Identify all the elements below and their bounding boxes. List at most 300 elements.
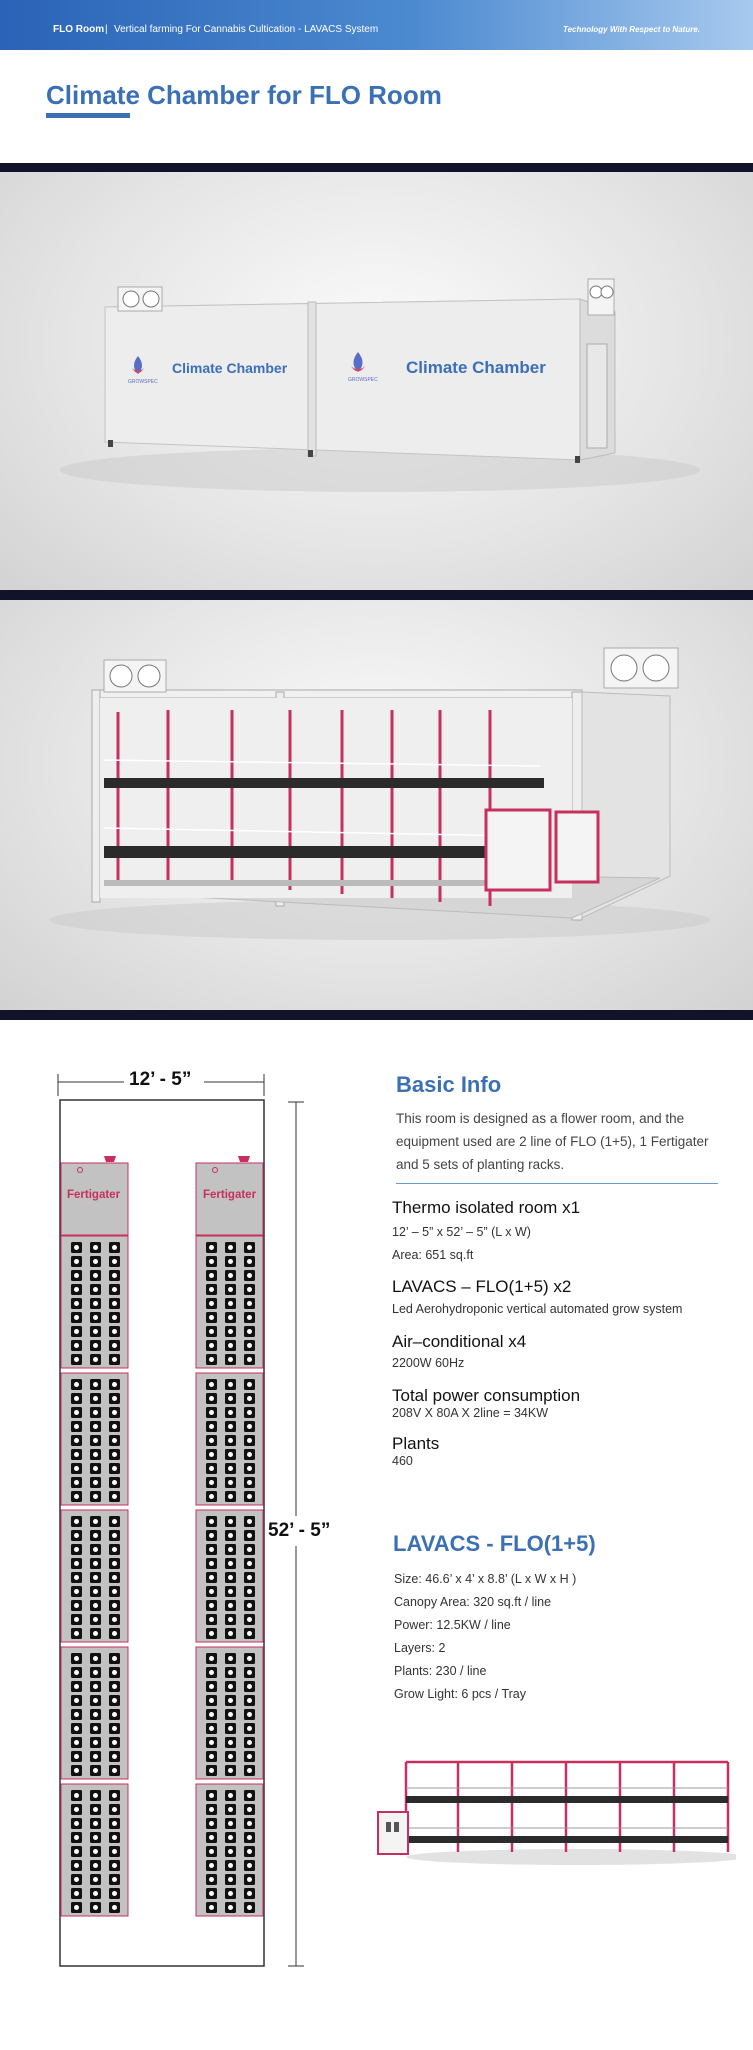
plant-site	[93, 1877, 98, 1882]
plant-site	[112, 1740, 117, 1745]
flo-spec-power: Power: 12.5KW / line	[394, 1618, 511, 1632]
plant-site	[74, 1357, 79, 1362]
plant-site	[209, 1905, 214, 1910]
plant-site	[74, 1533, 79, 1538]
logo-text-right: GROWSPEC	[348, 377, 378, 383]
plant-site	[74, 1329, 79, 1334]
plant-site	[247, 1891, 252, 1896]
plant-site	[228, 1547, 233, 1552]
plant-site	[228, 1452, 233, 1457]
length-dimension-label: 52’ - 5”	[268, 1520, 331, 1541]
plant-site	[247, 1424, 252, 1429]
plant-site	[112, 1877, 117, 1882]
plant-site	[228, 1877, 233, 1882]
header-tagline: Technology With Respect to Nature.	[563, 25, 700, 34]
plant-site	[93, 1754, 98, 1759]
plant-site	[228, 1849, 233, 1854]
plant-site	[112, 1273, 117, 1278]
plant-site	[74, 1807, 79, 1812]
plant-site	[74, 1740, 79, 1745]
plant-site	[209, 1670, 214, 1675]
plant-site	[228, 1480, 233, 1485]
plant-site	[74, 1631, 79, 1636]
plant-site	[112, 1726, 117, 1731]
plant-site	[112, 1561, 117, 1566]
spec-line-plants: 460	[392, 1454, 413, 1468]
plant-site	[112, 1631, 117, 1636]
plant-site	[247, 1670, 252, 1675]
plant-site	[93, 1438, 98, 1443]
plant-site	[247, 1754, 252, 1759]
plant-site	[74, 1726, 79, 1731]
plant-site	[93, 1287, 98, 1292]
spec-title-plants: Plants	[392, 1434, 440, 1453]
plant-site	[247, 1315, 252, 1320]
spec-title-lavacs: LAVACS – FLO(1+5) x2	[392, 1277, 572, 1296]
plant-site	[247, 1575, 252, 1580]
flo-spec-canopy: Canopy Area: 320 sq.ft / line	[394, 1595, 552, 1609]
plant-site	[93, 1452, 98, 1457]
plant-site	[93, 1631, 98, 1636]
plant-site	[247, 1357, 252, 1362]
plant-site	[209, 1259, 214, 1264]
plant-site	[209, 1519, 214, 1524]
plant-site	[228, 1726, 233, 1731]
plant-site	[93, 1315, 98, 1320]
plant-site	[112, 1466, 117, 1471]
plant-site	[209, 1631, 214, 1636]
plant-site	[209, 1438, 214, 1443]
plant-site	[74, 1480, 79, 1485]
plant-site	[112, 1315, 117, 1320]
plant-site	[74, 1712, 79, 1717]
plant-site	[74, 1315, 79, 1320]
plant-site	[112, 1684, 117, 1689]
fertigater-label-right: Fertigater	[203, 1189, 257, 1201]
plant-site	[93, 1603, 98, 1608]
plant-site	[112, 1712, 117, 1717]
plant-site	[209, 1726, 214, 1731]
plant-site	[74, 1670, 79, 1675]
plant-site	[112, 1424, 117, 1429]
plant-site	[209, 1561, 214, 1566]
flo-spec-grow-light: Grow Light: 6 pcs / Tray	[394, 1687, 526, 1701]
plant-site	[112, 1480, 117, 1485]
flo-heading: LAVACS - FLO(1+5)	[393, 1531, 596, 1556]
plant-site	[228, 1698, 233, 1703]
plant-site	[209, 1821, 214, 1826]
plant-site	[247, 1438, 252, 1443]
plant-site	[74, 1698, 79, 1703]
plant-site	[228, 1768, 233, 1773]
plant-site	[112, 1452, 117, 1457]
plant-site	[228, 1740, 233, 1745]
plant-site	[228, 1466, 233, 1471]
plant-site	[74, 1547, 79, 1552]
header-brand: FLO Room	[53, 24, 105, 35]
plant-site	[74, 1273, 79, 1278]
plant-site	[112, 1603, 117, 1608]
plant-site	[228, 1315, 233, 1320]
plant-site	[247, 1849, 252, 1854]
plant-site	[74, 1589, 79, 1594]
title-underline	[46, 113, 130, 118]
width-dimension-label: 12’ - 5”	[129, 1069, 192, 1090]
plant-site	[228, 1589, 233, 1594]
plant-site	[93, 1494, 98, 1499]
plant-site	[74, 1877, 79, 1882]
plant-site	[247, 1245, 252, 1250]
plant-site	[74, 1245, 79, 1250]
plant-site	[74, 1396, 79, 1401]
plant-site	[112, 1863, 117, 1868]
plant-site	[209, 1357, 214, 1362]
plant-site	[247, 1589, 252, 1594]
plant-site	[93, 1684, 98, 1689]
plant-site	[228, 1301, 233, 1306]
plant-site	[93, 1905, 98, 1910]
plant-site	[74, 1561, 79, 1566]
plant-site	[93, 1547, 98, 1552]
plant-site	[228, 1821, 233, 1826]
plant-site	[209, 1575, 214, 1580]
plant-site	[247, 1343, 252, 1348]
plant-site	[247, 1494, 252, 1499]
plant-site	[247, 1396, 252, 1401]
plant-site	[247, 1273, 252, 1278]
plant-site	[74, 1656, 79, 1661]
plant-site	[112, 1807, 117, 1812]
plant-site	[209, 1768, 214, 1773]
plant-site	[228, 1863, 233, 1868]
plant-site	[228, 1656, 233, 1661]
plant-site	[74, 1835, 79, 1840]
plant-site	[247, 1466, 252, 1471]
plant-site	[93, 1424, 98, 1429]
plant-site	[74, 1452, 79, 1457]
plant-site	[74, 1410, 79, 1415]
plant-site	[247, 1533, 252, 1538]
plant-site	[247, 1905, 252, 1910]
plant-site	[209, 1396, 214, 1401]
plant-site	[209, 1698, 214, 1703]
plant-site	[228, 1807, 233, 1812]
plant-site	[247, 1807, 252, 1812]
plant-site	[93, 1589, 98, 1594]
plant-site	[228, 1410, 233, 1415]
plant-site	[228, 1494, 233, 1499]
plant-site	[74, 1575, 79, 1580]
plant-site	[209, 1589, 214, 1594]
page-title: Climate Chamber for FLO Room	[46, 80, 442, 110]
plant-site	[228, 1575, 233, 1580]
spec-line-room-area: Area: 651 sq.ft	[392, 1248, 474, 1262]
plant-site	[112, 1768, 117, 1773]
plant-site	[74, 1768, 79, 1773]
spec-line-lavacs: Led Aerohydroponic vertical automated grow system	[392, 1302, 683, 1316]
plant-site	[74, 1754, 79, 1759]
plant-site	[228, 1835, 233, 1840]
flo-spec-layers: Layers: 2	[394, 1641, 446, 1655]
plant-site	[247, 1835, 252, 1840]
plant-site	[74, 1259, 79, 1264]
flo-spec-size: Size: 46.6’ x 4’ x 8.8’ (L x W x H )	[394, 1572, 577, 1586]
plant-site	[228, 1273, 233, 1278]
plant-site	[209, 1533, 214, 1538]
plant-site	[93, 1396, 98, 1401]
plant-site	[228, 1670, 233, 1675]
plant-site	[228, 1259, 233, 1264]
plant-site	[74, 1684, 79, 1689]
plant-site	[112, 1891, 117, 1896]
plant-site	[209, 1603, 214, 1608]
plant-site	[93, 1343, 98, 1348]
plant-site	[209, 1754, 214, 1759]
spec-title-power: Total power consumption	[392, 1386, 581, 1405]
plant-site	[209, 1835, 214, 1840]
plant-site	[209, 1466, 214, 1471]
plant-site	[247, 1301, 252, 1306]
plant-site	[112, 1533, 117, 1538]
plant-site	[247, 1561, 252, 1566]
plant-site	[93, 1259, 98, 1264]
plant-site	[247, 1480, 252, 1485]
plant-site	[209, 1891, 214, 1896]
plant-site	[209, 1877, 214, 1882]
plant-site	[209, 1807, 214, 1812]
plant-site	[228, 1287, 233, 1292]
plant-site	[112, 1793, 117, 1798]
plant-site	[209, 1863, 214, 1868]
plant-site	[112, 1357, 117, 1362]
plant-site	[93, 1575, 98, 1580]
plant-site	[247, 1617, 252, 1622]
plant-site	[112, 1287, 117, 1292]
plant-site	[247, 1519, 252, 1524]
plant-site	[209, 1480, 214, 1485]
plant-site	[228, 1382, 233, 1387]
plant-site	[112, 1396, 117, 1401]
plant-site	[228, 1712, 233, 1717]
plant-site	[228, 1343, 233, 1348]
plant-site	[74, 1466, 79, 1471]
plant-site	[93, 1821, 98, 1826]
plant-site	[93, 1273, 98, 1278]
plant-site	[112, 1382, 117, 1387]
plant-site	[209, 1684, 214, 1689]
plant-site	[93, 1561, 98, 1566]
basic-info-description: This room is designed as a flower room, and the equipment used are 2 line of FLO (1+5), 1 Fertigater and 5 sets of planting racks.	[396, 1111, 709, 1172]
plant-site	[93, 1245, 98, 1250]
plant-site	[74, 1382, 79, 1387]
plant-site	[93, 1740, 98, 1745]
plant-site	[247, 1329, 252, 1334]
plant-site	[228, 1561, 233, 1566]
plant-site	[247, 1712, 252, 1717]
plant-site	[74, 1891, 79, 1896]
plant-site	[112, 1301, 117, 1306]
plant-site	[247, 1547, 252, 1552]
plant-site	[209, 1740, 214, 1745]
spec-title-ac: Air–conditional x4	[392, 1332, 527, 1351]
plant-site	[209, 1452, 214, 1457]
plant-site	[112, 1410, 117, 1415]
plant-site	[228, 1329, 233, 1334]
plant-site	[112, 1835, 117, 1840]
plant-site	[247, 1793, 252, 1798]
plant-site	[228, 1754, 233, 1759]
plant-site	[247, 1684, 252, 1689]
plant-site	[209, 1712, 214, 1717]
plant-site	[74, 1519, 79, 1524]
plant-site	[112, 1656, 117, 1661]
plant-site	[112, 1343, 117, 1348]
plant-site	[74, 1617, 79, 1622]
plant-site	[247, 1410, 252, 1415]
plant-site	[209, 1343, 214, 1348]
plant-site	[112, 1617, 117, 1622]
plant-site	[247, 1698, 252, 1703]
plant-site	[93, 1410, 98, 1415]
plant-site	[228, 1793, 233, 1798]
plant-site	[247, 1287, 252, 1292]
plant-site	[93, 1726, 98, 1731]
container-interior-image	[0, 590, 753, 1020]
plant-site	[228, 1905, 233, 1910]
plant-site	[209, 1410, 214, 1415]
plant-site	[228, 1533, 233, 1538]
plant-site	[93, 1480, 98, 1485]
plant-site	[247, 1452, 252, 1457]
plant-site	[228, 1519, 233, 1524]
plant-site	[112, 1698, 117, 1703]
plant-site	[74, 1821, 79, 1826]
plant-site	[93, 1466, 98, 1471]
plant-site	[209, 1287, 214, 1292]
plant-site	[93, 1670, 98, 1675]
plant-site	[209, 1656, 214, 1661]
plant-site	[74, 1438, 79, 1443]
plant-site	[93, 1849, 98, 1854]
plant-site	[112, 1547, 117, 1552]
plant-site	[93, 1617, 98, 1622]
header-separator: |	[105, 24, 108, 35]
plant-site	[228, 1631, 233, 1636]
plant-site	[247, 1631, 252, 1636]
plant-site	[112, 1494, 117, 1499]
plant-site	[74, 1863, 79, 1868]
header-subtitle: Vertical farming For Cannabis Cultication - LAVACS System	[114, 24, 379, 35]
plant-site	[74, 1287, 79, 1292]
plant-site	[93, 1863, 98, 1868]
plant-site	[209, 1329, 214, 1334]
spec-line-ac: 2200W 60Hz	[392, 1356, 465, 1370]
basic-info-divider	[396, 1183, 718, 1184]
plant-site	[93, 1793, 98, 1798]
floor-plan	[0, 1060, 340, 2050]
header-bar	[0, 0, 753, 50]
plant-site	[247, 1259, 252, 1264]
plant-site	[93, 1533, 98, 1538]
plant-site	[228, 1603, 233, 1608]
container-exterior-image	[0, 163, 753, 599]
plant-site	[93, 1329, 98, 1334]
plant-site	[93, 1712, 98, 1717]
plant-site	[209, 1547, 214, 1552]
plant-site	[209, 1245, 214, 1250]
plant-site	[74, 1494, 79, 1499]
plant-site	[228, 1684, 233, 1689]
basic-info-heading: Basic Info	[396, 1072, 502, 1097]
plant-site	[93, 1698, 98, 1703]
plant-site	[209, 1301, 214, 1306]
plant-site	[247, 1603, 252, 1608]
plant-site	[74, 1424, 79, 1429]
spec-line-power: 208V X 80A X 2line = 34KW	[392, 1406, 549, 1420]
plant-site	[209, 1382, 214, 1387]
plant-site	[74, 1301, 79, 1306]
plant-site	[228, 1891, 233, 1896]
plant-site	[247, 1821, 252, 1826]
plant-site	[247, 1382, 252, 1387]
plant-site	[74, 1603, 79, 1608]
plant-site	[112, 1245, 117, 1250]
fertigater-label-left: Fertigater	[67, 1189, 121, 1201]
plant-site	[247, 1740, 252, 1745]
plant-site	[247, 1877, 252, 1882]
plant-site	[112, 1849, 117, 1854]
plant-site	[228, 1396, 233, 1401]
plant-site	[74, 1905, 79, 1910]
plant-site	[209, 1617, 214, 1622]
plant-site	[247, 1726, 252, 1731]
plant-site	[93, 1768, 98, 1773]
plant-site	[112, 1670, 117, 1675]
plant-site	[228, 1617, 233, 1622]
plant-site	[93, 1301, 98, 1306]
plant-site	[93, 1382, 98, 1387]
plant-site	[228, 1245, 233, 1250]
plant-site	[209, 1273, 214, 1278]
plant-site	[112, 1589, 117, 1594]
plant-site	[228, 1357, 233, 1362]
plant-site	[112, 1754, 117, 1759]
plant-site	[112, 1438, 117, 1443]
plant-site	[112, 1821, 117, 1826]
plant-site	[228, 1424, 233, 1429]
plant-site	[74, 1343, 79, 1348]
plant-site	[93, 1656, 98, 1661]
plant-site	[209, 1793, 214, 1798]
flo-rack-image	[376, 1752, 736, 1872]
plant-site	[74, 1793, 79, 1798]
plant-site	[112, 1905, 117, 1910]
plant-site	[93, 1519, 98, 1524]
plant-site	[93, 1357, 98, 1362]
plant-site	[93, 1891, 98, 1896]
plant-site	[209, 1849, 214, 1854]
plant-site	[247, 1656, 252, 1661]
plant-site	[74, 1849, 79, 1854]
plant-site	[228, 1438, 233, 1443]
plant-site	[112, 1519, 117, 1524]
spec-title-room: Thermo isolated room x1	[392, 1198, 581, 1217]
plant-site	[112, 1329, 117, 1334]
container-label-left: Climate Chamber	[172, 360, 288, 376]
container-label-right: Climate Chamber	[406, 358, 546, 377]
plant-site	[93, 1835, 98, 1840]
plant-site	[209, 1494, 214, 1499]
